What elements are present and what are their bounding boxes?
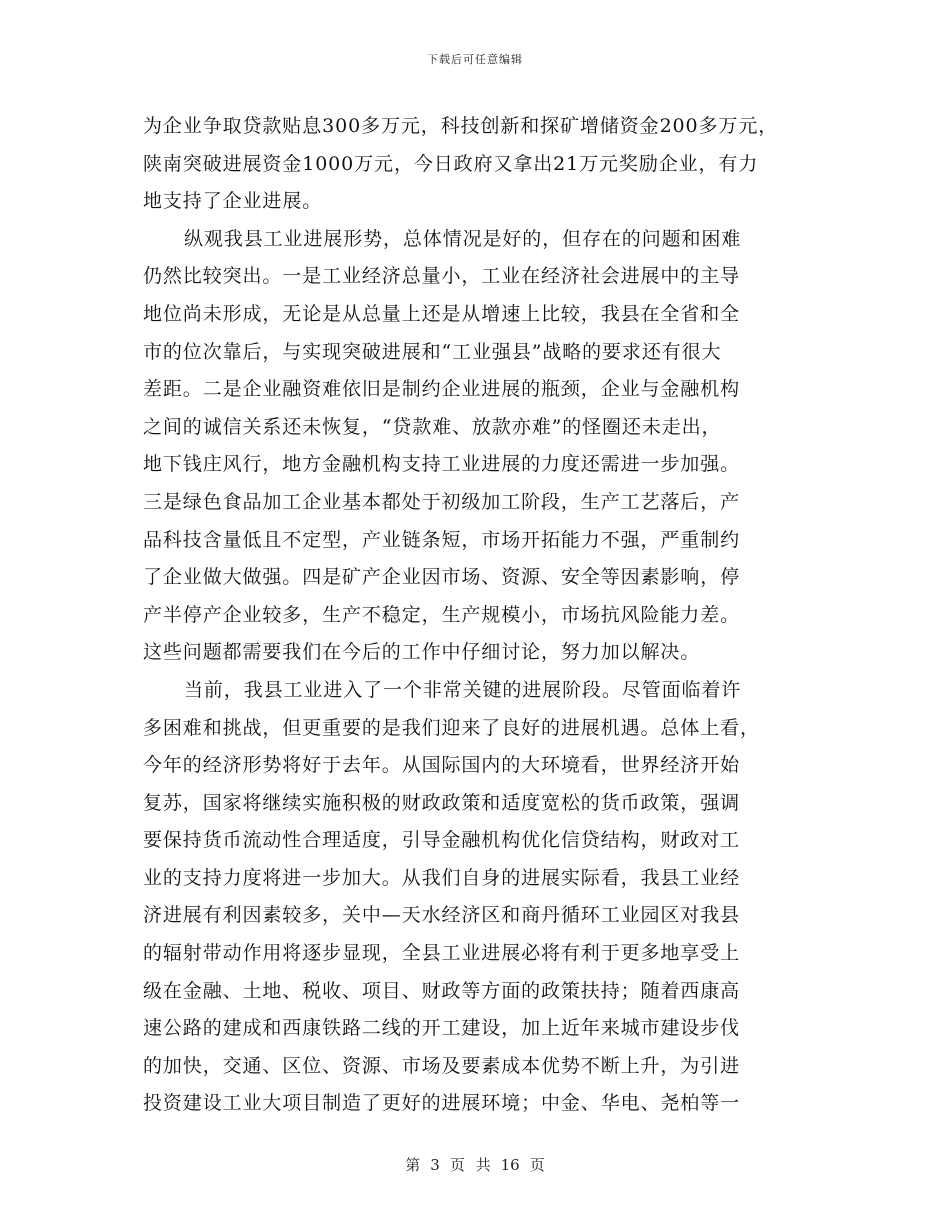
page-footer <box>0 1154 950 1175</box>
text-line: 地下钱庄风行，地方金融机构支持工业进展的力度还需进一步加强。 <box>143 453 741 476</box>
text-line: 济进展有利因素较多，关中—天水经济区和商丹循环工业园区对我县 <box>143 904 741 927</box>
text-line: 的加快，交通、区位、资源、市场及要素成本优势不断上升，为引进 <box>143 1054 741 1077</box>
text-line: 地支持了企业进展。 <box>143 190 323 213</box>
paragraph-start-line: 当前，我县工业进入了一个非常关键的进展阶段。尽管面临着许 <box>184 678 742 701</box>
text-line: 品科技含量低且不定型，产业链条短，市场开拓能力不强，严重制约 <box>143 528 741 551</box>
text-line: 差距。二是企业融资难依旧是制约企业进展的瓶颈，企业与金融机构 <box>143 378 741 401</box>
text-line: 市的位次靠后，与实现突破进展和“工业强县”战略的要求还有很大 <box>143 340 722 363</box>
text-line: 三是绿色食品加工企业基本都处于初级加工阶段，生产工艺落后，产 <box>143 490 741 513</box>
text-line: 地位尚未形成，无论是从总量上还是从增速上比较，我县在全省和全 <box>143 302 741 325</box>
text-line: 投资建设工业大项目制造了更好的进展环境；中金、华电、尧柏等一 <box>143 1092 741 1115</box>
text-line: 多困难和挑战，但更重要的是我们迎来了良好的进展机遇。总体上看， <box>143 716 760 739</box>
text-line: 今年的经济形势将好于去年。从国际国内的大环境看，世界经济开始 <box>143 754 741 777</box>
text-line: 业的支持力度将进一步加大。从我们自身的进展实际看，我县工业经 <box>143 866 741 889</box>
text-line: 复苏，国家将继续实施积极的财政政策和适度宽松的货币政策，强调 <box>143 791 741 814</box>
text-line: 陕南突破进展资金1000万元，今日政府又拿出21万元奖励企业，有力 <box>143 152 759 175</box>
text-line: 产半停产企业较多，生产不稳定，生产规模小，市场抗风险能力差。 <box>143 603 741 626</box>
footer-middle: 页 共 <box>449 1156 491 1174</box>
text-line: 之间的诚信关系还未恢复，“贷款难、放款亦难”的怪圈还未走出， <box>143 415 722 438</box>
text-line: 要保持货币流动性合理适度，引导金融机构优化信贷结构，财政对工 <box>143 829 741 852</box>
text-line: 了企业做大做强。四是矿产企业因市场、资源、安全等因素影响，停 <box>143 566 741 589</box>
footer-prefix: 第 <box>405 1156 421 1174</box>
text-line: 的辐射带动作用将逐步显现，全县工业进展必将有利于更多地享受上 <box>143 942 741 965</box>
text-line: 这些问题都需要我们在今后的工作中仔细讨论，努力加以解决。 <box>143 641 701 664</box>
text-line: 仍然比较突出。一是工业经济总量小，工业在经济社会进展中的主导 <box>143 265 741 288</box>
text-line: 为企业争取贷款贴息300多万元，科技创新和探矿增储资金200多万元， <box>143 115 779 137</box>
document-body <box>143 108 805 1123</box>
footer-suffix: 页 <box>529 1156 545 1174</box>
text-line: 速公路的建成和西康铁路二线的开工建设，加上近年来城市建设步伐 <box>143 1017 741 1040</box>
total-page-count: 16 <box>500 1156 520 1174</box>
text-line: 级在金融、土地、税收、项目、财政等方面的政策扶持；随着西康高 <box>143 979 741 1002</box>
page-header: 下载后可任意编辑 <box>427 53 523 66</box>
current-page-number: 3 <box>430 1156 440 1174</box>
paragraph-start-line: 纵观我县工业进展形势，总体情况是好的，但存在的问题和困难 <box>184 227 742 250</box>
